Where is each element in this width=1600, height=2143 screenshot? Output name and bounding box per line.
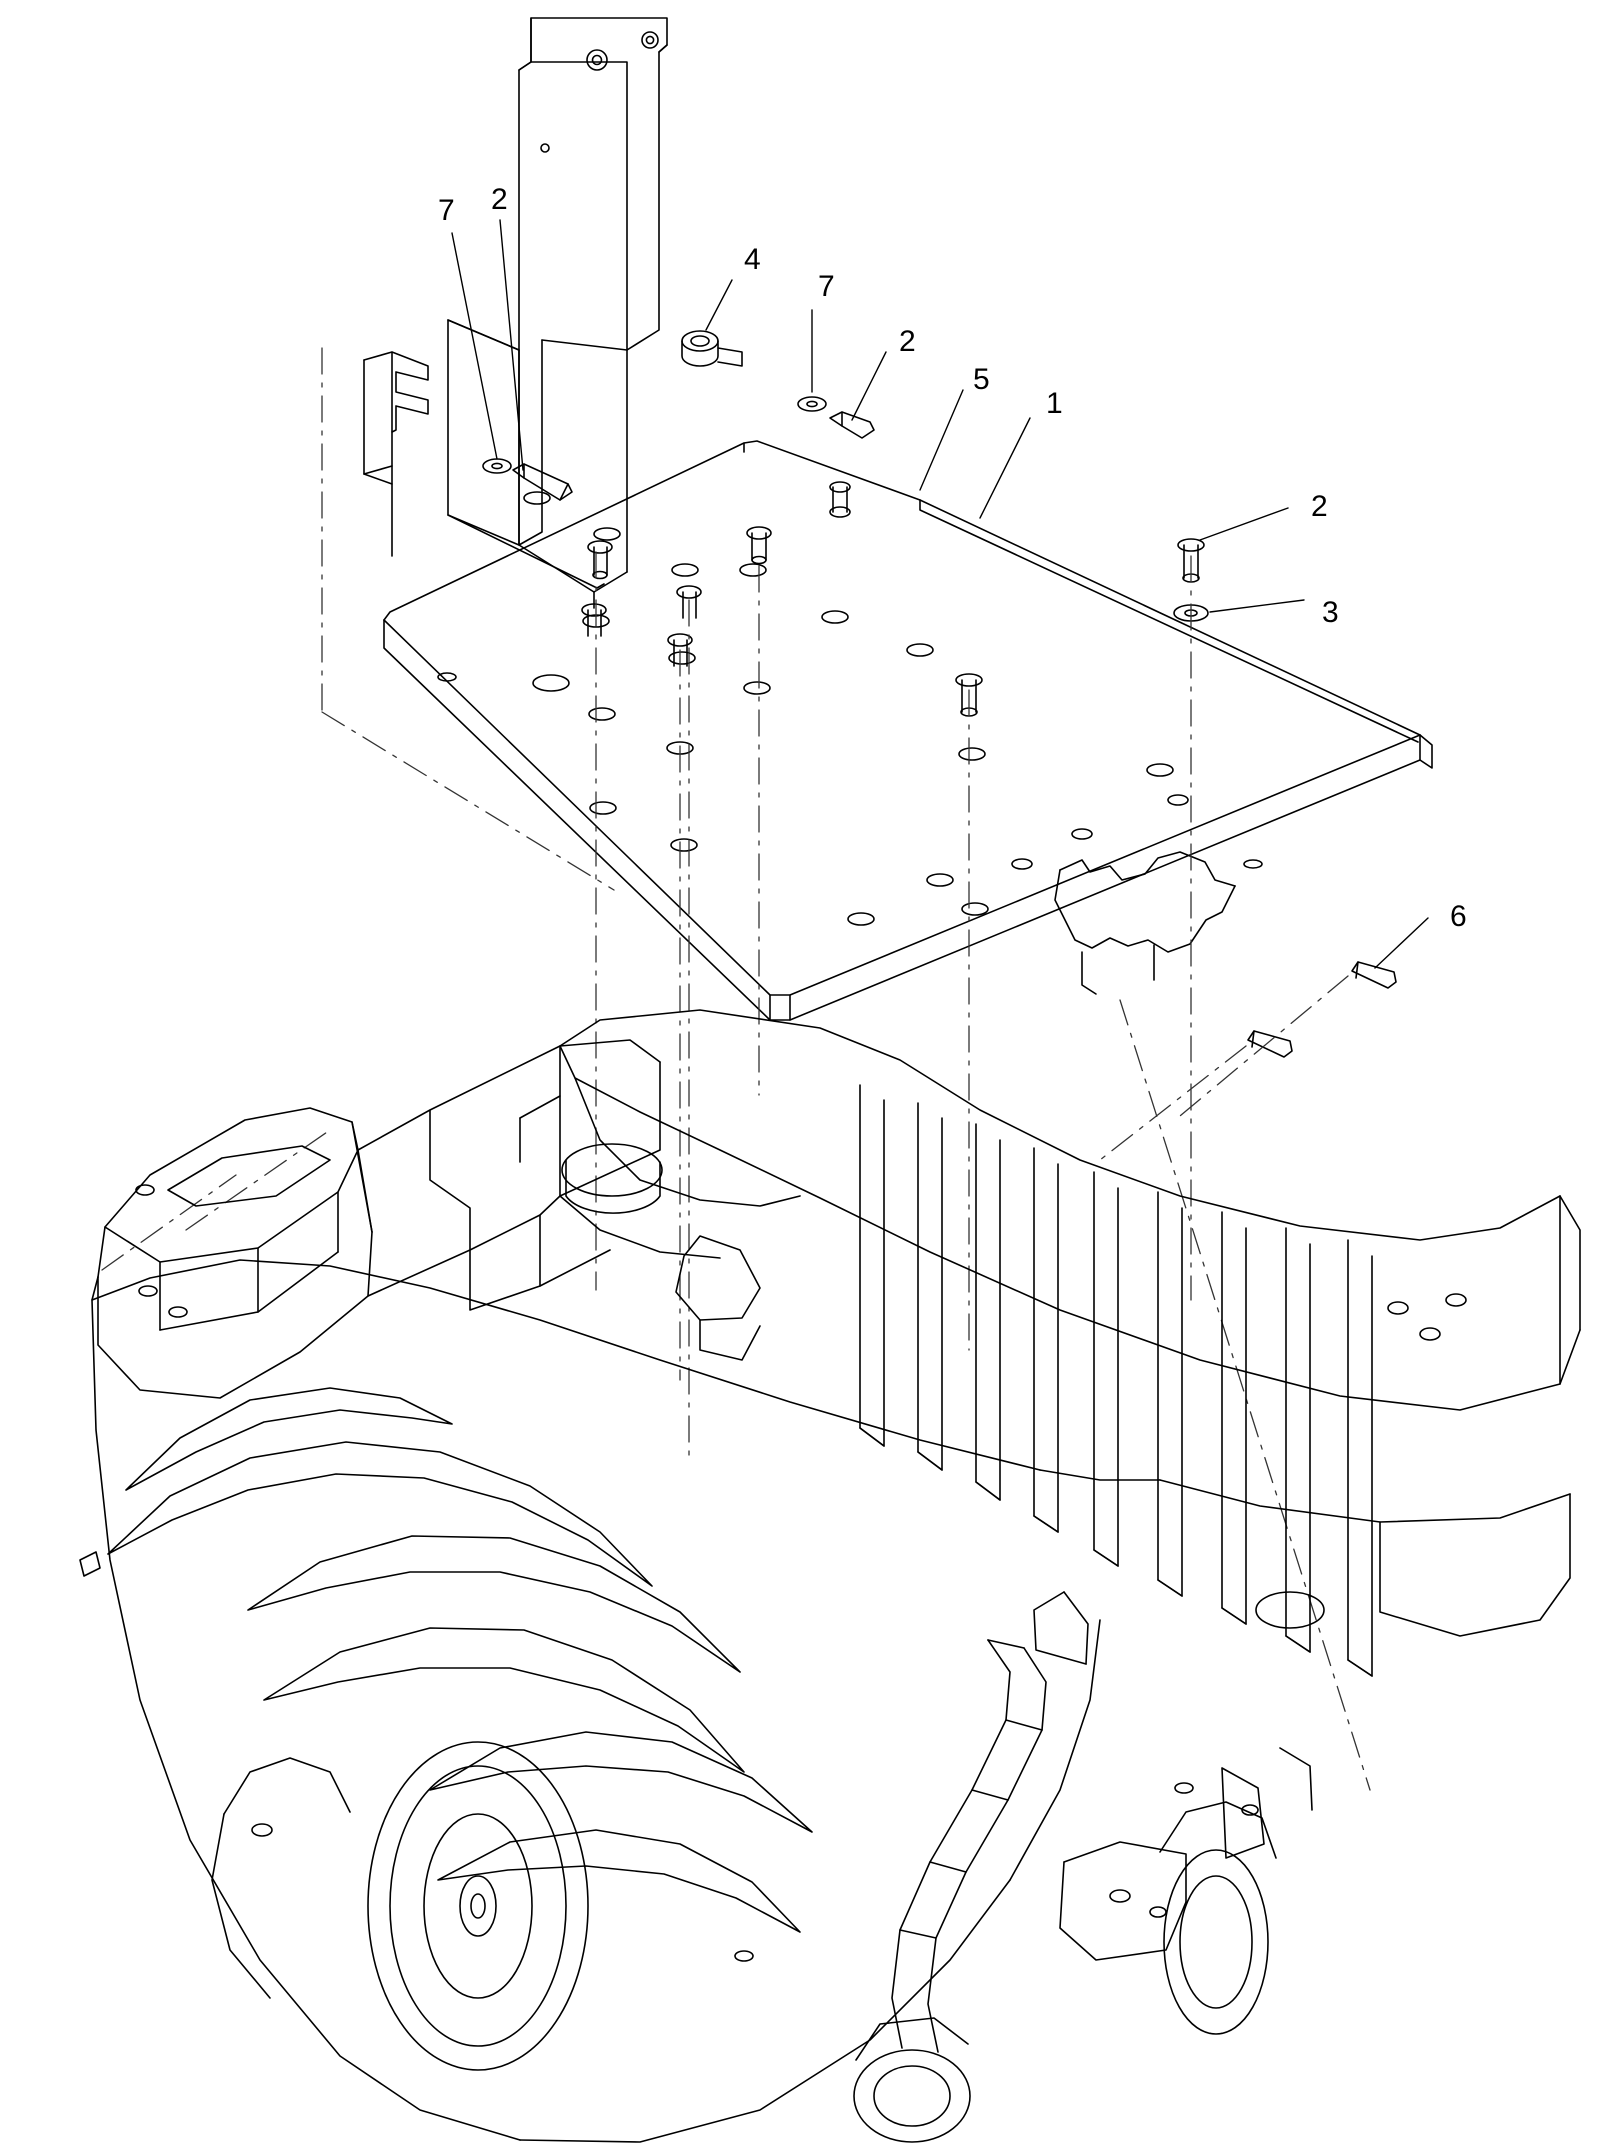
- callout-3: 3: [1322, 596, 1339, 629]
- vertical-post-bracket: [519, 18, 667, 608]
- callout-2-mid: 2: [899, 325, 916, 358]
- callout-2-right: 2: [1311, 490, 1328, 523]
- callout-5: 5: [973, 363, 990, 396]
- left-hook-bracket: [364, 352, 428, 556]
- callout-4: 4: [744, 243, 761, 276]
- callout-7-mid: 7: [818, 270, 835, 303]
- callout-7-left: 7: [438, 194, 455, 227]
- callout-1: 1: [1046, 387, 1063, 420]
- fasteners-plate-top: [582, 527, 982, 716]
- fastener-bolt-2b: [830, 412, 874, 438]
- callout-leaders: [452, 220, 1428, 968]
- shell-detail-marks: [80, 1552, 100, 1576]
- cart-body: [92, 1010, 1580, 2142]
- fastener-pivot-bushing: [682, 331, 742, 366]
- fastener-stack-5: [830, 482, 850, 517]
- alignment-centerlines: [102, 348, 1370, 1790]
- callout-2-left: 2: [491, 183, 508, 216]
- fasteners-roll-pins-6: [1248, 962, 1396, 1057]
- callout-6: 6: [1450, 900, 1467, 933]
- fastener-washer-7b: [798, 397, 826, 411]
